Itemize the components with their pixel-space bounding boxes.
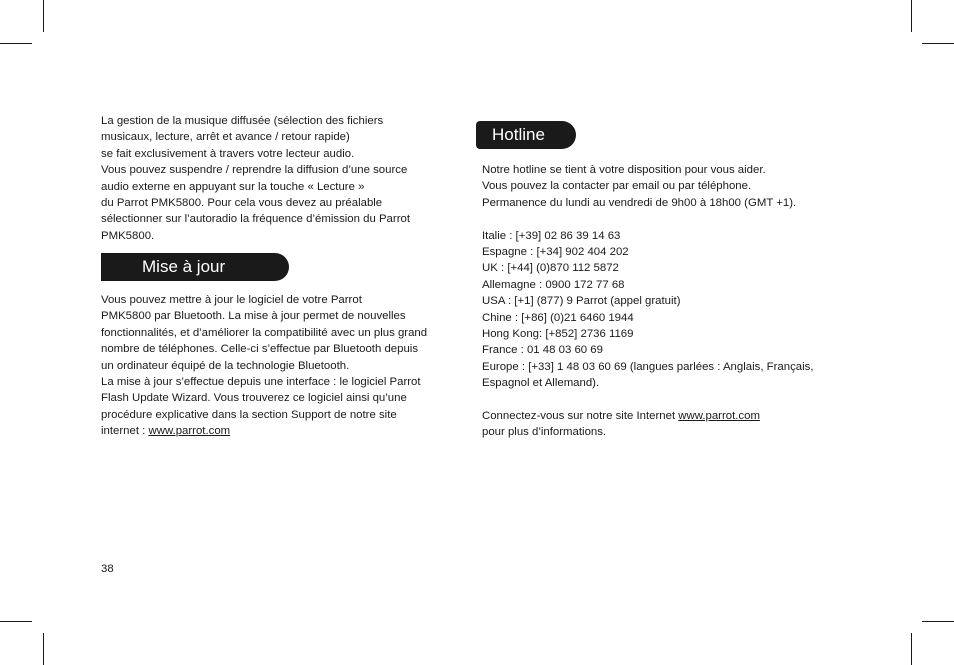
update-line: un ordinateur équipé de la technologie Bluetooth. — [101, 359, 350, 372]
hotline-paragraph — [482, 162, 852, 441]
hotline-heading: Hotline — [476, 121, 576, 149]
website-prefix: Connectez-vous sur notre site Internet — [482, 410, 679, 423]
crop-mark — [922, 43, 954, 44]
phone-line: Chine : [+86] (0)21 6460 1944 — [482, 311, 634, 324]
phone-line: Europe : [+33] 1 48 03 60 69 (langues parlées : Anglais, Français, — [482, 360, 814, 373]
phone-line: Allemagne : 0900 172 77 68 — [482, 278, 625, 291]
update-line: nombre de téléphones. Celle-ci s’effectue par Bluetooth depuis — [101, 343, 419, 356]
parrot-website-link[interactable]: www.parrot.com — [678, 410, 760, 423]
intro-line: sélectionner sur l’autoradio la fréquence d’émission du Parrot — [101, 213, 410, 226]
website-suffix: pour plus d’informations. — [482, 426, 607, 439]
intro-paragraph — [101, 113, 461, 244]
crop-mark — [0, 621, 32, 622]
crop-mark — [911, 0, 912, 32]
hotline-intro-line: Vous pouvez la contacter par email ou par téléphone. — [482, 180, 752, 193]
phone-line: Italie : [+39] 02 86 39 14 63 — [482, 229, 621, 242]
update-line: fonctionnalités, et d’améliorer la compatibilité avec un plus grand — [101, 326, 428, 339]
update-paragraph — [101, 292, 461, 440]
intro-line: PMK5800. — [101, 229, 155, 242]
crop-mark — [43, 0, 44, 32]
phone-line: Hong Kong: [+852] 2736 1169 — [482, 328, 634, 341]
phone-line: UK : [+44] (0)870 112 5872 — [482, 262, 619, 275]
intro-line: audio externe en appuyant sur la touche « Lecture » — [101, 180, 365, 193]
phone-line: USA : [+1] (877) 9 Parrot (appel gratuit) — [482, 295, 681, 308]
intro-line: se fait exclusivement à travers votre lecteur audio. — [101, 147, 355, 160]
hotline-intro-line: Notre hotline se tient à votre disposition pour vous aider. — [482, 164, 766, 176]
update-line: procédure explicative dans la section Support de notre site — [101, 408, 397, 421]
update-heading: Mise à jour — [101, 253, 289, 281]
website-line — [482, 408, 852, 424]
intro-line: du Parrot PMK5800. Pour cela vous devez au préalable — [101, 197, 383, 210]
spacer — [482, 392, 852, 408]
intro-line: musicaux, lecture, arrêt et avance / retour rapide) — [101, 131, 350, 144]
update-line: PMK5800 par Bluetooth. La mise à jour permet de nouvelles — [101, 310, 406, 323]
spacer — [482, 211, 852, 227]
phone-line: France : 01 48 03 60 69 — [482, 344, 603, 357]
intro-line: La gestion de la musique diffusée (sélection des fichiers — [101, 115, 384, 127]
update-line: Flash Update Wizard. Vous trouverez ce logiciel ainsi qu’une — [101, 392, 407, 405]
hotline-intro-line: Permanence du lundi au vendredi de 9h00 à 18h00 (GMT +1). — [482, 196, 797, 209]
crop-mark — [922, 621, 954, 622]
crop-mark — [911, 633, 912, 665]
update-line: La mise à jour s’effectue depuis une interface : le logiciel Parrot — [101, 376, 421, 389]
update-last-line — [101, 423, 461, 439]
crop-mark — [0, 43, 32, 44]
phone-line: Espagnol et Allemand). — [482, 377, 600, 390]
update-line: Vous pouvez mettre à jour le logiciel de votre Parrot — [101, 294, 362, 306]
crop-mark — [43, 633, 44, 665]
update-link-prefix: internet : — [101, 425, 149, 438]
phone-line: Espagne : [+34] 902 404 202 — [482, 246, 629, 259]
intro-line: Vous pouvez suspendre / reprendre la diffusion d’une source — [101, 164, 408, 177]
parrot-website-link[interactable]: www.parrot.com — [148, 425, 231, 438]
page-number: 38 — [101, 563, 114, 575]
